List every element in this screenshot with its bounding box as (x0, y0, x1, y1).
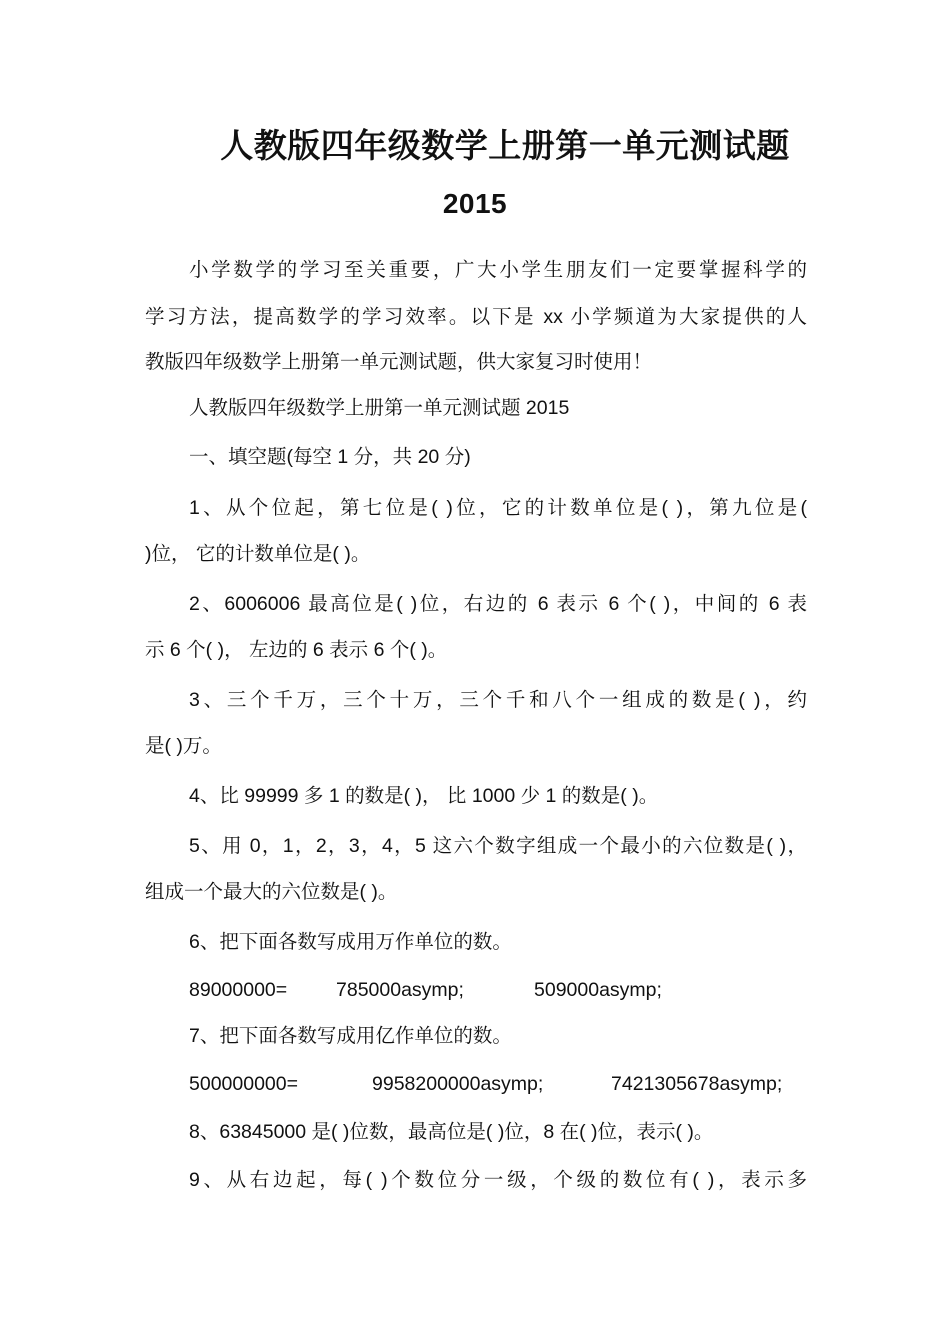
question-7-item-3: 7421305678asymp; (611, 1073, 783, 1095)
question-4: 4、比 99999 多 1 的数是( )， 比 1000 少 1 的数是( )。 (189, 785, 659, 807)
question-7-item-2: 9958200000asymp; (372, 1073, 544, 1095)
intro-line-2: 学习方法，提高数学的学习效率。以下是 xx 小学频道为大家提供的人 (145, 306, 807, 328)
question-2-line-2: 示 6 个( )， 左边的 6 表示 6 个( )。 (145, 639, 448, 661)
question-7: 7、把下面各数写成用亿作单位的数。 (189, 1025, 512, 1047)
section-heading-fill-blank: 一、填空题(每空 1 分，共 20 分) (189, 446, 471, 468)
question-3-line-1: 3、三个千万，三个十万，三个千和八个一组成的数是( )，约 (189, 689, 807, 711)
question-1-line-2: )位， 它的计数单位是( )。 (145, 543, 371, 565)
subtitle: 人教版四年级数学上册第一单元测试题 2015 (189, 397, 570, 419)
intro-line-1: 小学数学的学习至关重要，广大小学生朋友们一定要掌握科学的 (189, 259, 807, 281)
question-3-line-2: 是( )万。 (145, 735, 222, 757)
question-9-line-1: 9、从右边起，每( )个数位分一级，个级的数位有( )，表示多 (189, 1169, 807, 1191)
question-5-line-2: 组成一个最大的六位数是( )。 (145, 881, 398, 903)
document-title: 人教版四年级数学上册第一单元测试题 (220, 127, 790, 164)
question-7-item-1: 500000000= (189, 1073, 298, 1095)
question-6-item-3: 509000asymp; (534, 979, 662, 1001)
question-5-line-1: 5、用 0，1，2，3，4，5 这六个数字组成一个最小的六位数是( )， (189, 835, 807, 857)
question-8: 8、63845000 是( )位数，最高位是( )位，8 在( )位，表示( )。 (189, 1121, 714, 1143)
document-title-year: 2015 (442, 188, 508, 219)
question-6-item-1: 89000000= (189, 979, 288, 1001)
question-6-item-2: 785000asymp; (336, 979, 464, 1001)
question-6: 6、把下面各数写成用万作单位的数。 (189, 931, 512, 953)
intro-line-3: 教版四年级数学上册第一单元测试题，供大家复习时使用！ (145, 351, 653, 373)
question-1-line-1: 1、从个位起，第七位是( )位，它的计数单位是( )，第九位是( (189, 497, 807, 519)
question-2-line-1: 2、6006006 最高位是( )位，右边的 6 表示 6 个( )，中间的 6 表 (189, 593, 807, 615)
